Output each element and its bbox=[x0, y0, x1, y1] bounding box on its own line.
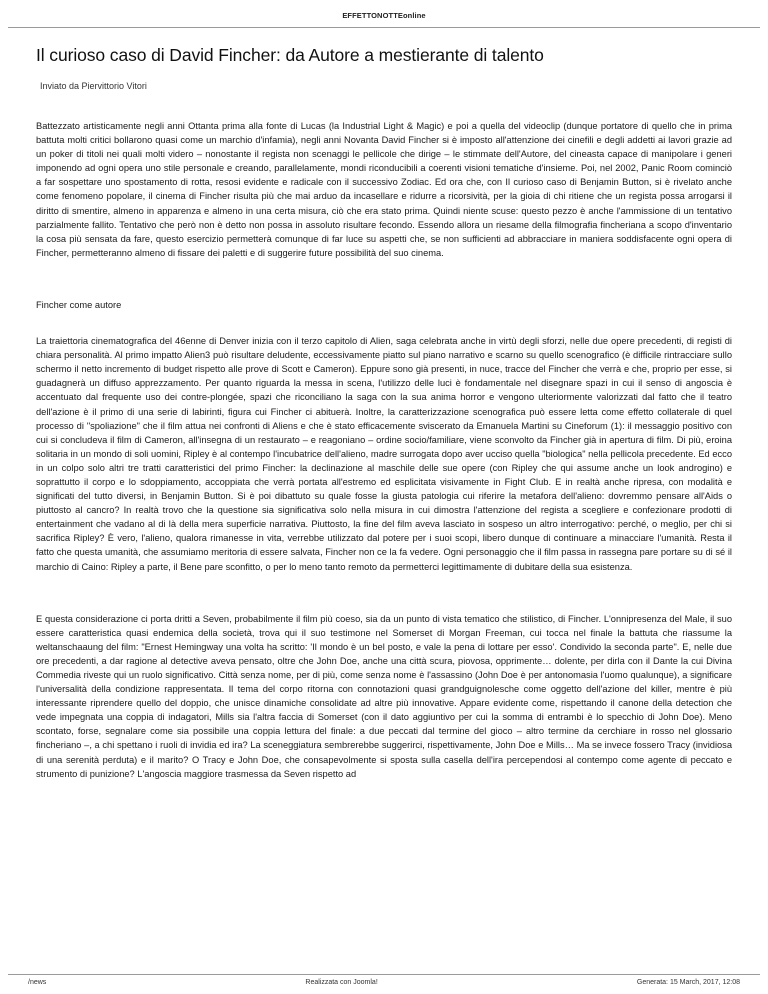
site-header: EFFETTONOTTEonline bbox=[342, 11, 426, 20]
article-paragraph: La traiettoria cinematografica del 46enne di Denver inizia con il terzo capitolo di Alien, saga celebrata anche in virtù degli sforzi, nelle due opere precedenti, di registi di chiara personalità. Al primo impatto Alien3 può risultare deludente, eccessivamente piatto sul piano narrativo e scarno su quello scenografico (è difficile rintracciare sullo schermo il netto incremento di budget rispetto alle prove di Scott e Cameron). Eppure sono già presenti, in nuce, tracce del Fincher che verrà e che, proprio per esse, si guadagnerà un diffuso apprezzamento. Per quanto riguarda la messa in scena, l'utilizzo delle luci è fondamentale nel disegnare spazi in cui il senso di angoscia è accentuato dal frequente uso dei contre-plongée, spazi che riconciliano la saga con la sua anima horror e vengono ulteriormente valorizzati dal fatto che il teatro dell'azione è il primo di una serie di labirinti, figura cui Fincher ci abituerà. Inoltre, la caratterizzazione scenografica può essere letta come effetto collaterale di quel processo di "spoliazione" che il film attua nei confronti di Aliens e che è stato efficacemente sviscerato da Emanuela Martini su Cineforum (1): il messaggio positivo con cui si concludeva il film di Cameron, all'insegna di un restaurato – e reagoniano – ordine socio/familiare, viene sconvolto da Fincher già in apertura di film. Di più, eroina solitaria in un mondo di soli uomini, Ripley è al contempo l'incubatrice dell'alieno, madre surrogata dopo aver ucciso quella "biologica" nella pellicola precedente. Ed ecco in un colpo solo altri tre tratti caratteristici del primo Fincher: la declinazione al maschile delle sue opere (con Ripley che qui assume anche un look androgino) e soprattutto il corpo e lo sdoppiamento, accoppiata che verrà portata all'estremo ed esplicitata visivamente in Fight Club. E in realtà anche ripresa, con modalità e significati del tutto diversi, in Benjamin Button. Si è poi dibattuto su quale fosse la giusta patologia cui riferire la metafora dell'alieno: dovremmo pensare all'Aids o piuttosto al cancro? In realtà trovo che la questione sia significativa solo nella misura in cui dimostra l'attenzione del regista a scegliere e confezionare prodotti di entertainment che vadano al di là della mera superficie narrativa. Piuttosto, la fine del film aveva lasciato in sospeso un altro interrogativo: perché, o meglio, per chi si sacrifica Ripley? È vero, l'alieno, qualora rimanesse in vita, verrebbe utilizzato dal potere per i suoi scopi, libero dunque di continuare a minacciare l'umanità. Resta il fatto che questa umanità, che assumiamo meritoria di essere salvata, Fincher non ce la fa vedere. Ogni personaggio che il film passa in rassegna pare portare su di sé il marchio di Caino: Ripley a parte, il Bene pare sconfitto, o per lo meno tanto remoto da permetterci legittimamente di dubitare della sua esistenza. bbox=[36, 336, 732, 572]
footer-path: /news bbox=[28, 979, 47, 986]
article-paragraph: Battezzato artisticamente negli anni Ottanta prima alla fonte di Lucas (la Industrial Light & Magic) e poi a quella del videoclip (dunque portatore di quello che in prima battuta molti critici bollarono quasi come un marchio d'infamia), negli anni Novanta David Fincher si è imposto all'attenzione dei cinefili e degli addetti ai lavori grazie ad un poker di titoli nei quali molti videro – nonostante il regista non scenaggi le pellicole che dirige – le stimmate dell'Autore, del cineasta capace di manipolare i generi imponendo ad ogni opera uno stile personale e creando, parallelamente, mondi riconducibili a coerenti visioni tematiche d'insieme. Poi, nel 2002, Panic Room cominciò a far sospettare uno spostamento di rotta, resosi evidente e radicale con il successivo Zodiac. Ed ora che, con Il curioso caso di Benjamin Button, si è rivelato anche come fenomeno popolare, il cinema di Fincher risulta più che mai arduo da incasellare e ridurre a ricorsività, per la gioia di chi ritiene che un regista possa arrogarsi il diritto di smentire, almeno in apparenza e almeno in una certa misura, ciò che era stato prima. Quindi niente scuse: questo pezzo è anche l'ammissione di un tentativo parzialmente fallito. Tentativo che però non è detto non possa in assoluto risultare fecondo. Essendo allora un riesame della filmografia fincheriana a scopo d'inventario la cosa più sensata da fare, questo esercizio permetterà comunque di far luce su aspetti che, se non sufficienti ad abbracciare in maniera soddisfacente ogni opera di Fincher, permetteranno almeno di fissare dei paletti e di suggerire future possibilità del suo cinema. bbox=[36, 121, 732, 258]
page-title: Il curioso caso di David Fincher: da Autore a mestierante di talento bbox=[36, 45, 544, 65]
article-byline: Inviato da Piervittorio Vitori bbox=[40, 81, 147, 91]
page-footer bbox=[0, 974, 768, 994]
footer-timestamp: Generata: 15 March, 2017, 12:08 bbox=[636, 979, 740, 986]
section-heading: Fincher come autore bbox=[36, 299, 122, 310]
article-paragraph: E questa considerazione ci porta dritti a Seven, probabilmente il film più coeso, sia da un punto di vista tematico che stilistico, di Fincher. L'onnipresenza del Male, il suo essere caratteristica quasi endemica della società, trova qui il suo testimone nel Somerset di Morgan Freeman, cui tocca nel finale la battuta che riassume la weltanschaaung del film: "Ernest Hemingway una volta ha scritto: 'Il mondo è un bel posto, e vale la pena di lottare per esso'. Condivido la seconda parte". E, nelle due ore precedenti, a dar ragione al detective aveva pensato, oltre che John Doe, anche una città scura, piovosa, opprimente… dolente, per dirla con il Dante la cui Divina Commedia riveste qui un ruolo significativo. Città senza nome, per di più, come senza nome è l'assassino (John Doe è per antonomasia l'uomo qualunque), a significare l'universalità della condizione rappresentata. Il tema del corpo ritorna con connotazioni quasi grandguignolesche come oggetto dell'azione del killer, mentre è più interessante riprendere quello del doppio, che unisce dinamiche consolidate ad altre più innovative. Appare evidente come, rispettando il canone della detection che vede impegnata una coppia di indagatori, Mills sia l'altra faccia di Somerset (con il dato aggiuntivo per cui la somma di entrambi è lo specchio di John Doe). Meno scontato, forse, segnalare come sia possibile una coppia lettura del finale: a due peccati dal termine del gioco – altro termine da cerchiare in rosso nel glossario fincheriano –, a chi spettano i ruoli di invidia ed ira? La sceneggiatura sembrerebbe suggerirci, rispettivamente, John Doe e Mills… Ma se invece fossero Tracy (invidiosa di una serenità perduta) e il marito? O Tracy e John Doe, che consapevolmente si sposta sulla casella dell'ira percependosi al contempo come agente di peccato e strumento di punizione? L'angoscia maggiore trasmessa da Seven rispetto ad bbox=[36, 613, 732, 779]
article-content bbox=[0, 45, 768, 781]
footer-credit: Realizzata con Joomla! bbox=[305, 979, 378, 986]
header-divider bbox=[8, 27, 760, 28]
